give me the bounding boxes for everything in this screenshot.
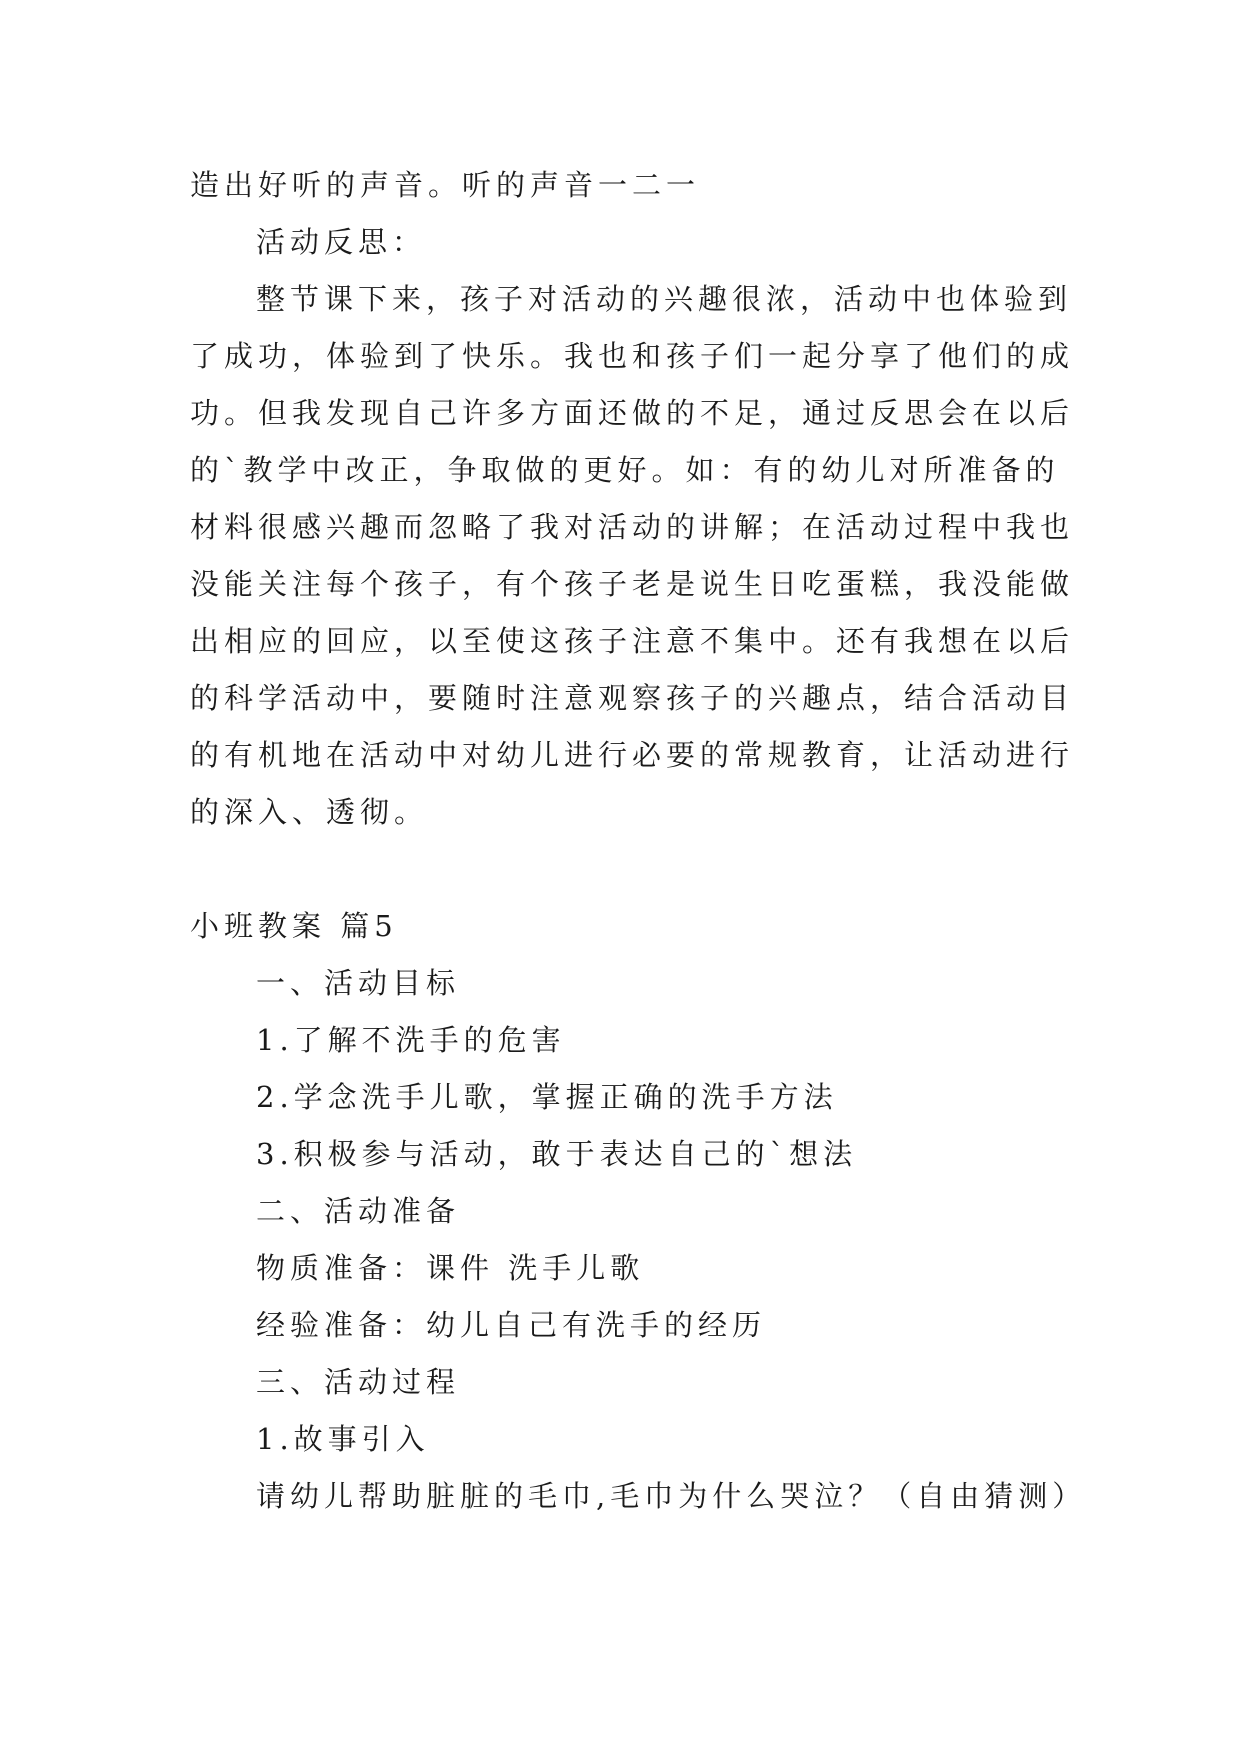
- lesson-line: 1.了解不洗手的危害: [256, 1023, 566, 1057]
- reflection-line: 出相应的回应，以至使这孩子注意不集中。还有我想在以后: [190, 624, 1075, 658]
- lesson-line: 2.学念洗手儿歌，掌握正确的洗手方法: [256, 1080, 838, 1114]
- reflection-line: 的科学活动中，要随时注意观察孩子的兴趣点，结合活动目: [190, 681, 1075, 715]
- lesson-line: 1.故事引入: [256, 1422, 430, 1456]
- lesson-line: 三、活动过程: [256, 1365, 461, 1399]
- reflection-line: 没能关注每个孩子，有个孩子老是说生日吃蛋糕，我没能做: [190, 567, 1075, 601]
- lesson-line: 一、活动目标: [256, 966, 461, 1000]
- lesson-line: 请幼儿帮助脏脏的毛巾,毛巾为什么哭泣？（自由猜测）: [256, 1479, 1087, 1513]
- reflection-heading: 活动反思：: [256, 225, 427, 259]
- lesson-line: 物质准备：课件 洗手儿歌: [256, 1251, 645, 1285]
- reflection-line: 功。但我发现自己许多方面还做的不足，通过反思会在以后: [190, 396, 1075, 430]
- reflection-line: 了成功，体验到了快乐。我也和孩子们一起分享了他们的成: [190, 339, 1075, 373]
- paragraph-continuation: 造出好听的声音。听的声音一二一: [190, 168, 701, 202]
- reflection-line: 整节课下来，孩子对活动的兴趣很浓，活动中也体验到: [256, 282, 1073, 316]
- lesson-line: 经验准备：幼儿自己有洗手的经历: [256, 1308, 767, 1342]
- reflection-line: 材料很感兴趣而忽略了我对活动的讲解；在活动过程中我也: [190, 510, 1075, 544]
- reflection-line: 的`教学中改正，争取做的更好。如：有的幼儿对所准备的: [190, 453, 1060, 487]
- lesson-line: 二、活动准备: [256, 1194, 461, 1228]
- reflection-line: 的深入、透彻。: [190, 795, 429, 829]
- lesson-line: 3.积极参与活动，敢于表达自己的`想法: [256, 1137, 858, 1171]
- reflection-line: 的有机地在活动中对幼儿进行必要的常规教育，让活动进行: [190, 738, 1075, 772]
- section-title: 小班教案 篇5: [190, 909, 398, 943]
